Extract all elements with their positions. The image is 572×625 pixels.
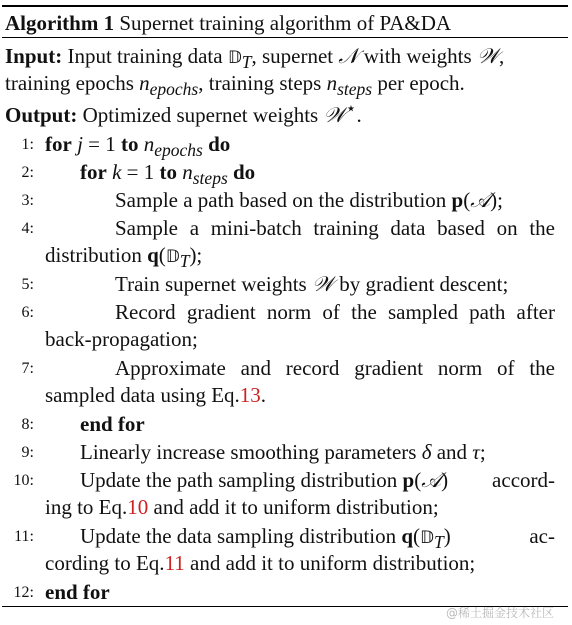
line-number: 8: [21, 416, 34, 433]
input-line-2: training epochs $n_{epochs}$, training steps $n_{steps}$ per epoch. [5, 71, 465, 100]
step-7: Approximate and record gradient norm of the [115, 356, 555, 380]
watermark: @稀土掘金技术社区 [445, 606, 554, 620]
step-12: end for [45, 580, 110, 604]
equation-ref-link[interactable]: 13 [239, 383, 261, 407]
step-5: Train supernet weights 𝒲 by gradient descent; [115, 272, 509, 296]
output-line: Output: Optimized supernet weights 𝒲⋆. [5, 98, 362, 127]
input-label: Input: [5, 44, 63, 68]
step-11: Update the data sampling distribution q(𝔻$_T$) ac- [80, 524, 555, 553]
line-number: 4: [21, 220, 34, 237]
line-number: 5: [21, 276, 34, 293]
line-number: 2: [21, 164, 34, 181]
step-10: Update the path sampling distribution p(𝒜) accord- [80, 468, 555, 492]
top-rule [2, 5, 568, 7]
algorithm-label: Algorithm 1 [5, 11, 115, 35]
line-number: 12: [13, 584, 34, 601]
step-9: Linearly increase smoothing parameters δ and τ; [80, 440, 486, 464]
step-7-cont: sampled data using Eq.13. [45, 383, 267, 407]
step-6: Record gradient norm of the sampled path after [115, 300, 555, 324]
line-number: 11: [14, 528, 34, 545]
line-number: 3: [21, 192, 34, 209]
step-2: for k = 1 to $n_{steps}$ do [80, 160, 256, 189]
step-6-cont: back-propagation; [45, 327, 198, 351]
output-label: Output: [5, 103, 78, 127]
title-rule [2, 37, 568, 38]
equation-ref-link[interactable]: 10 [127, 495, 149, 519]
step-4: Sample a mini-batch training data based on the [115, 216, 555, 240]
step-10-cont: ing to Eq.10 and add it to uniform distribution; [45, 495, 439, 519]
line-number: 9: [21, 444, 34, 461]
algorithm-caption: Supernet training algorithm of PA&DA [119, 11, 452, 35]
line-number: 1: [21, 136, 34, 153]
step-11-cont: cording to Eq.11 and add it to uniform distribution; [45, 551, 476, 575]
equation-ref-link[interactable]: 11 [164, 551, 185, 575]
algorithm-title [5, 11, 451, 36]
input-line-1: Input: Input training data 𝔻$_T$, supernet 𝒩 with weights 𝒲, [5, 44, 505, 73]
step-3: Sample a path based on the distribution p(𝒜); [115, 188, 503, 212]
step-8: end for [80, 412, 145, 436]
line-number: 6: [21, 304, 34, 321]
step-1: for j = 1 to $n_{epochs}$ do [45, 132, 231, 161]
line-number: 7: [21, 360, 34, 377]
line-number: 10: [13, 472, 34, 489]
step-4-cont: distribution q(𝔻$_T$); [45, 243, 203, 272]
